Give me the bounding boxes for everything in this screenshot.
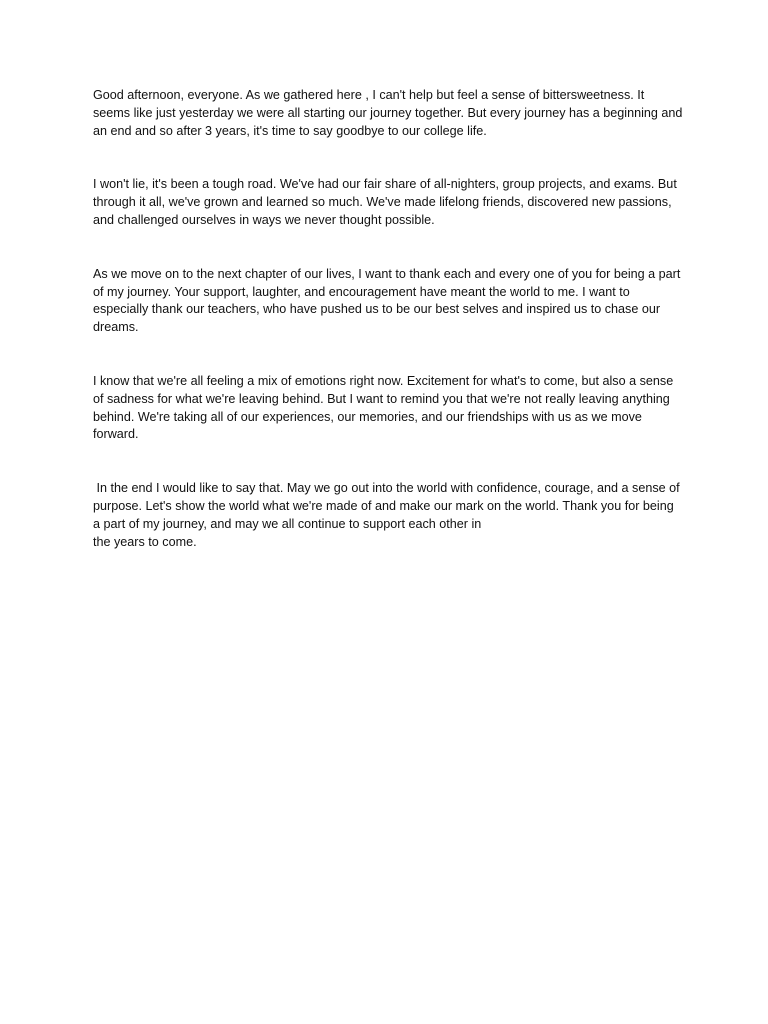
paragraph: Good afternoon, everyone. As we gathered here , I can't help but feel a sense of bittersweetness. It seems like just yesterday we were all starting our journey together. But every journey has a beginning and an end and so after 3 years, it's time to say goodbye to our college life. (93, 88, 686, 138)
paragraph: I know that we're all feeling a mix of emotions right now. Excitement for what's to come, but also a sense of sadness for what we're leaving behind. But I want to remind you that we're not really leaving anything behind. We're taking all of our experiences, our memories, and our friendships with us as we move forward. (93, 373, 677, 442)
paragraph: I won't lie, it's been a tough road. We've had our fair share of all-nighters, group projects, and exams. But through it all, we've grown and learned so much. We've made lifelong friends, discovered new passions, and challenged ourselves in ways we never thought possible. (93, 177, 681, 227)
document-body (93, 87, 686, 587)
paragraph: In the end I would like to say that. May we go out into the world with confidence, courage, and a sense of purpose. Let's show the world what we're made of and make our mark on the world. Thank you for being a part of my journey, and may we all continue to support each other in the years to come. (93, 481, 680, 549)
paragraph: As we move on to the next chapter of our lives, I want to thank each and every one of you for being a part of my journey. Your support, laughter, and encouragement have meant the world to me. I want to especially thank our teachers, who have pushed us to be our best selves and inspired us to chase our dreams. (93, 266, 684, 335)
